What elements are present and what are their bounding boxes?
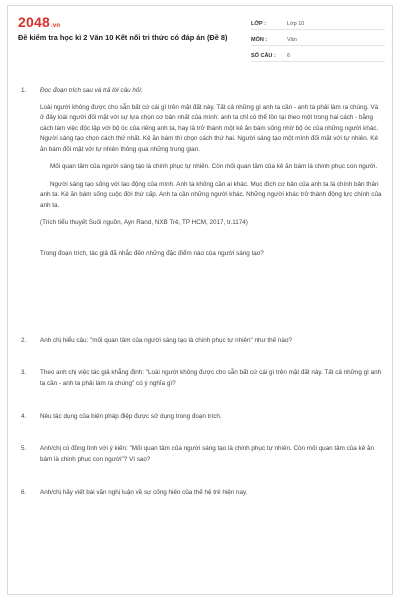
question-item [21,488,382,499]
meta-row-class [251,18,385,30]
logo-main: 2048 [18,14,50,30]
question-number: 3. [21,369,27,376]
meta-label: MÔN : [251,36,268,43]
question-item [21,368,382,389]
meta-value: Văn [287,36,297,43]
question-text: Theo anh chị việc tác giả khẳng định: "Loài người không được cho sẵn bất cứ cái gì trên mặt đất này. Tất cả những gì anh ta cần - anh ta phải làm ra chúng" có ý nghĩa gì? [40,369,382,387]
question-item [21,86,382,266]
question-intro: Đọc đoạn trích sau và trả lời câu hỏi: [40,87,143,94]
worksheet-page [7,5,393,595]
meta-row-subject [251,34,385,46]
question-text: Nêu tác dụng của biện pháp điệp được sử dụng trong đoạn trích. [40,413,222,420]
question-number: 4. [21,413,27,420]
site-logo[interactable] [18,14,60,30]
question-number: 6. [21,489,27,496]
passage-source: (Trích tiểu thuyết Suối nguồn, Ayn Rand, NXB Trẻ, TP HCM, 2017, tr.1174) [40,219,248,226]
passage-paragraph: Loài người không được cho sẵn bất cứ cái gì trên mặt đất này. Tất cả những gì anh ta cần - anh ta phải làm ra chúng. Và ở đây loài người đối mặt với sự lựa chọn cơ bản nhất của mình: anh ta chỉ có thể tồn tại theo một trong hai cách - bằng cách làm việc độc lập với bộ óc của riêng anh ta, hay là trở thành một kẻ ăn bám sống nhờ bộ óc của những người khác. Người sáng tạo chọn cách thứ nhất. Kẻ ăn bám thì chọn cách thứ hai. Người sáng tạo một mình đối mặt với tự nhiên. Kẻ ăn bám đối mặt với tự nhiên thông qua những trung gian. [40,103,379,153]
question-item [21,444,382,465]
question-number: 1. [21,87,27,94]
page-header [8,6,392,68]
question-text: Anh chị hiểu câu: "mối quan tâm của người sáng tạo là chinh phục tự nhiên" như thế nào? [40,337,292,344]
passage-paragraph: Người sáng tạo sống với lao động của mình. Anh ta không cần ai khác. Mục đích cơ bản của anh ta là chính bản thân anh ta. Kẻ ăn bám sống cuộc đời thứ cấp. Anh ta cần những người khác. Những người khác trở thành động lực chính của anh ta. [40,180,382,209]
question-text: Anh/chị có đồng tình với ý kiến: "Mối quan tâm của người sáng tạo là chinh phục tự nhiên. Còn mối quan tâm của kẻ ăn bám là chinh phục con người"? Vì sao? [40,445,374,463]
passage-paragraph: Mối quan tâm của người sáng tạo là chinh phục tự nhiên. Còn mối quan tâm của kẻ ăn bám là chinh phục con người. [50,163,378,170]
question-item [21,412,382,423]
meta-label: SỐ CÂU : [251,52,276,59]
meta-label: LỚP : [251,20,266,27]
questions-list [8,80,392,594]
meta-value: Lớp 10 [287,20,305,27]
meta-panel [251,18,385,66]
question-item [21,336,382,347]
meta-row-count [251,50,385,62]
logo-suffix: .vn [50,23,61,29]
question-number: 5. [21,445,27,452]
question-number: 2. [21,337,27,344]
meta-value: 6 [287,52,291,59]
question-text: Trong đoạn trích, tác giả đã nhắc đến những đặc điểm nào của người sáng tạo? [40,249,264,257]
page-title: Đề kiểm tra học kì 2 Văn 10 Kết nối tri thức có đáp án (Đề 8) [18,33,228,42]
question-text: Anh/chị hãy viết bài văn nghị luận về sự cống hiến của thế hệ trẻ hiện nay. [40,489,248,496]
